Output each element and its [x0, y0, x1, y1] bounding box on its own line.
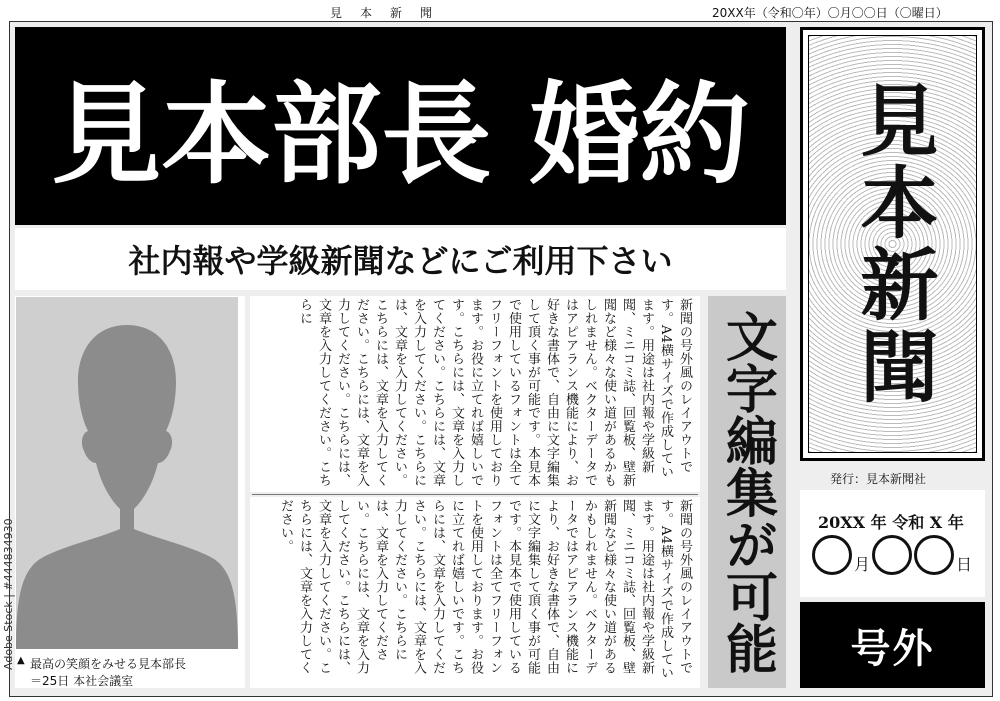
photo-caption: 最高の笑顔をみせる見本部長: [30, 657, 187, 671]
issue-month-day: [812, 535, 972, 575]
masthead-title: 見本新聞: [847, 80, 939, 408]
article-top-text: 新聞の号外風のレイアウトです。A4横サイズで作成しています。用途は社内報や学級新聞、ミニコミ誌、回覧板、壁新聞など様々な使い道があるかもしれません。ベクターデータではアピアランス機能により、お好きな書体で、自由に文字編集して頂く事が可能です。本見本で使用しているフォントは全てフリーフォントを使用しております。お役に立てれば嬉しいです。こちらには、文章を入力してください。こちらには、文章を入力してください。こちらには、文章を入力してください。こちらには、文章を入力してください。こちらには、文章を入力してください。こちらには、文章を入力してください。こちらに: [297, 298, 692, 487]
stock-watermark-id: Adobe Stock | #444834930: [2, 518, 15, 670]
article-bottom-block: [250, 497, 700, 688]
caption-arrow-icon: ▲: [17, 655, 25, 666]
day-label: 日: [956, 555, 973, 574]
topbar-title: 見本新聞: [330, 6, 451, 20]
portrait-photo: [16, 297, 238, 649]
month-circle-icon: [812, 535, 852, 575]
extra-edition-badge: 号外: [800, 602, 985, 688]
article-divider: [252, 494, 698, 495]
day-circle-icon: [872, 535, 912, 575]
issue-year: 20XX 年 令和 X 年: [818, 513, 964, 532]
day-circle-icon-2: [914, 535, 954, 575]
topbar-date: 20XX年（令和〇年）〇月〇〇日（〇曜日）: [712, 6, 948, 20]
subheadline: 社内報や学級新聞などにご利用下さい: [15, 228, 786, 290]
photo-caption-sub: ＝25日 本社会議室: [30, 674, 134, 688]
person-silhouette-icon: [16, 297, 238, 649]
month-label: 月: [854, 555, 871, 574]
headline: 見本部長 婚約: [15, 27, 786, 225]
side-banner: 文字編集が可能: [708, 296, 786, 688]
article-top-block: [250, 296, 700, 492]
publisher-label: 発行：見本新聞社: [830, 472, 927, 486]
article-bottom-text: 新聞の号外風のレイアウトです。A4横サイズで作成しています。用途は社内報や学級新聞、ミニコミ誌、回覧板、壁新聞など様々な使い道があるかもしれません。ベクターデータではアピアランス機能により、お好きな書体で、自由に文字編集して頂く事が可能です。本見本で使用しているフォントは全てフリーフォントを使用しております。お役に立てれば嬉しいです。こちらには、文章を入力してください。こちらには、文章を入力してください。こちらには、文章を入力してください。こちらには、文章を入力してください。こちらには、文章を入力してください。こちらには、文章を入力してください。: [278, 499, 692, 680]
